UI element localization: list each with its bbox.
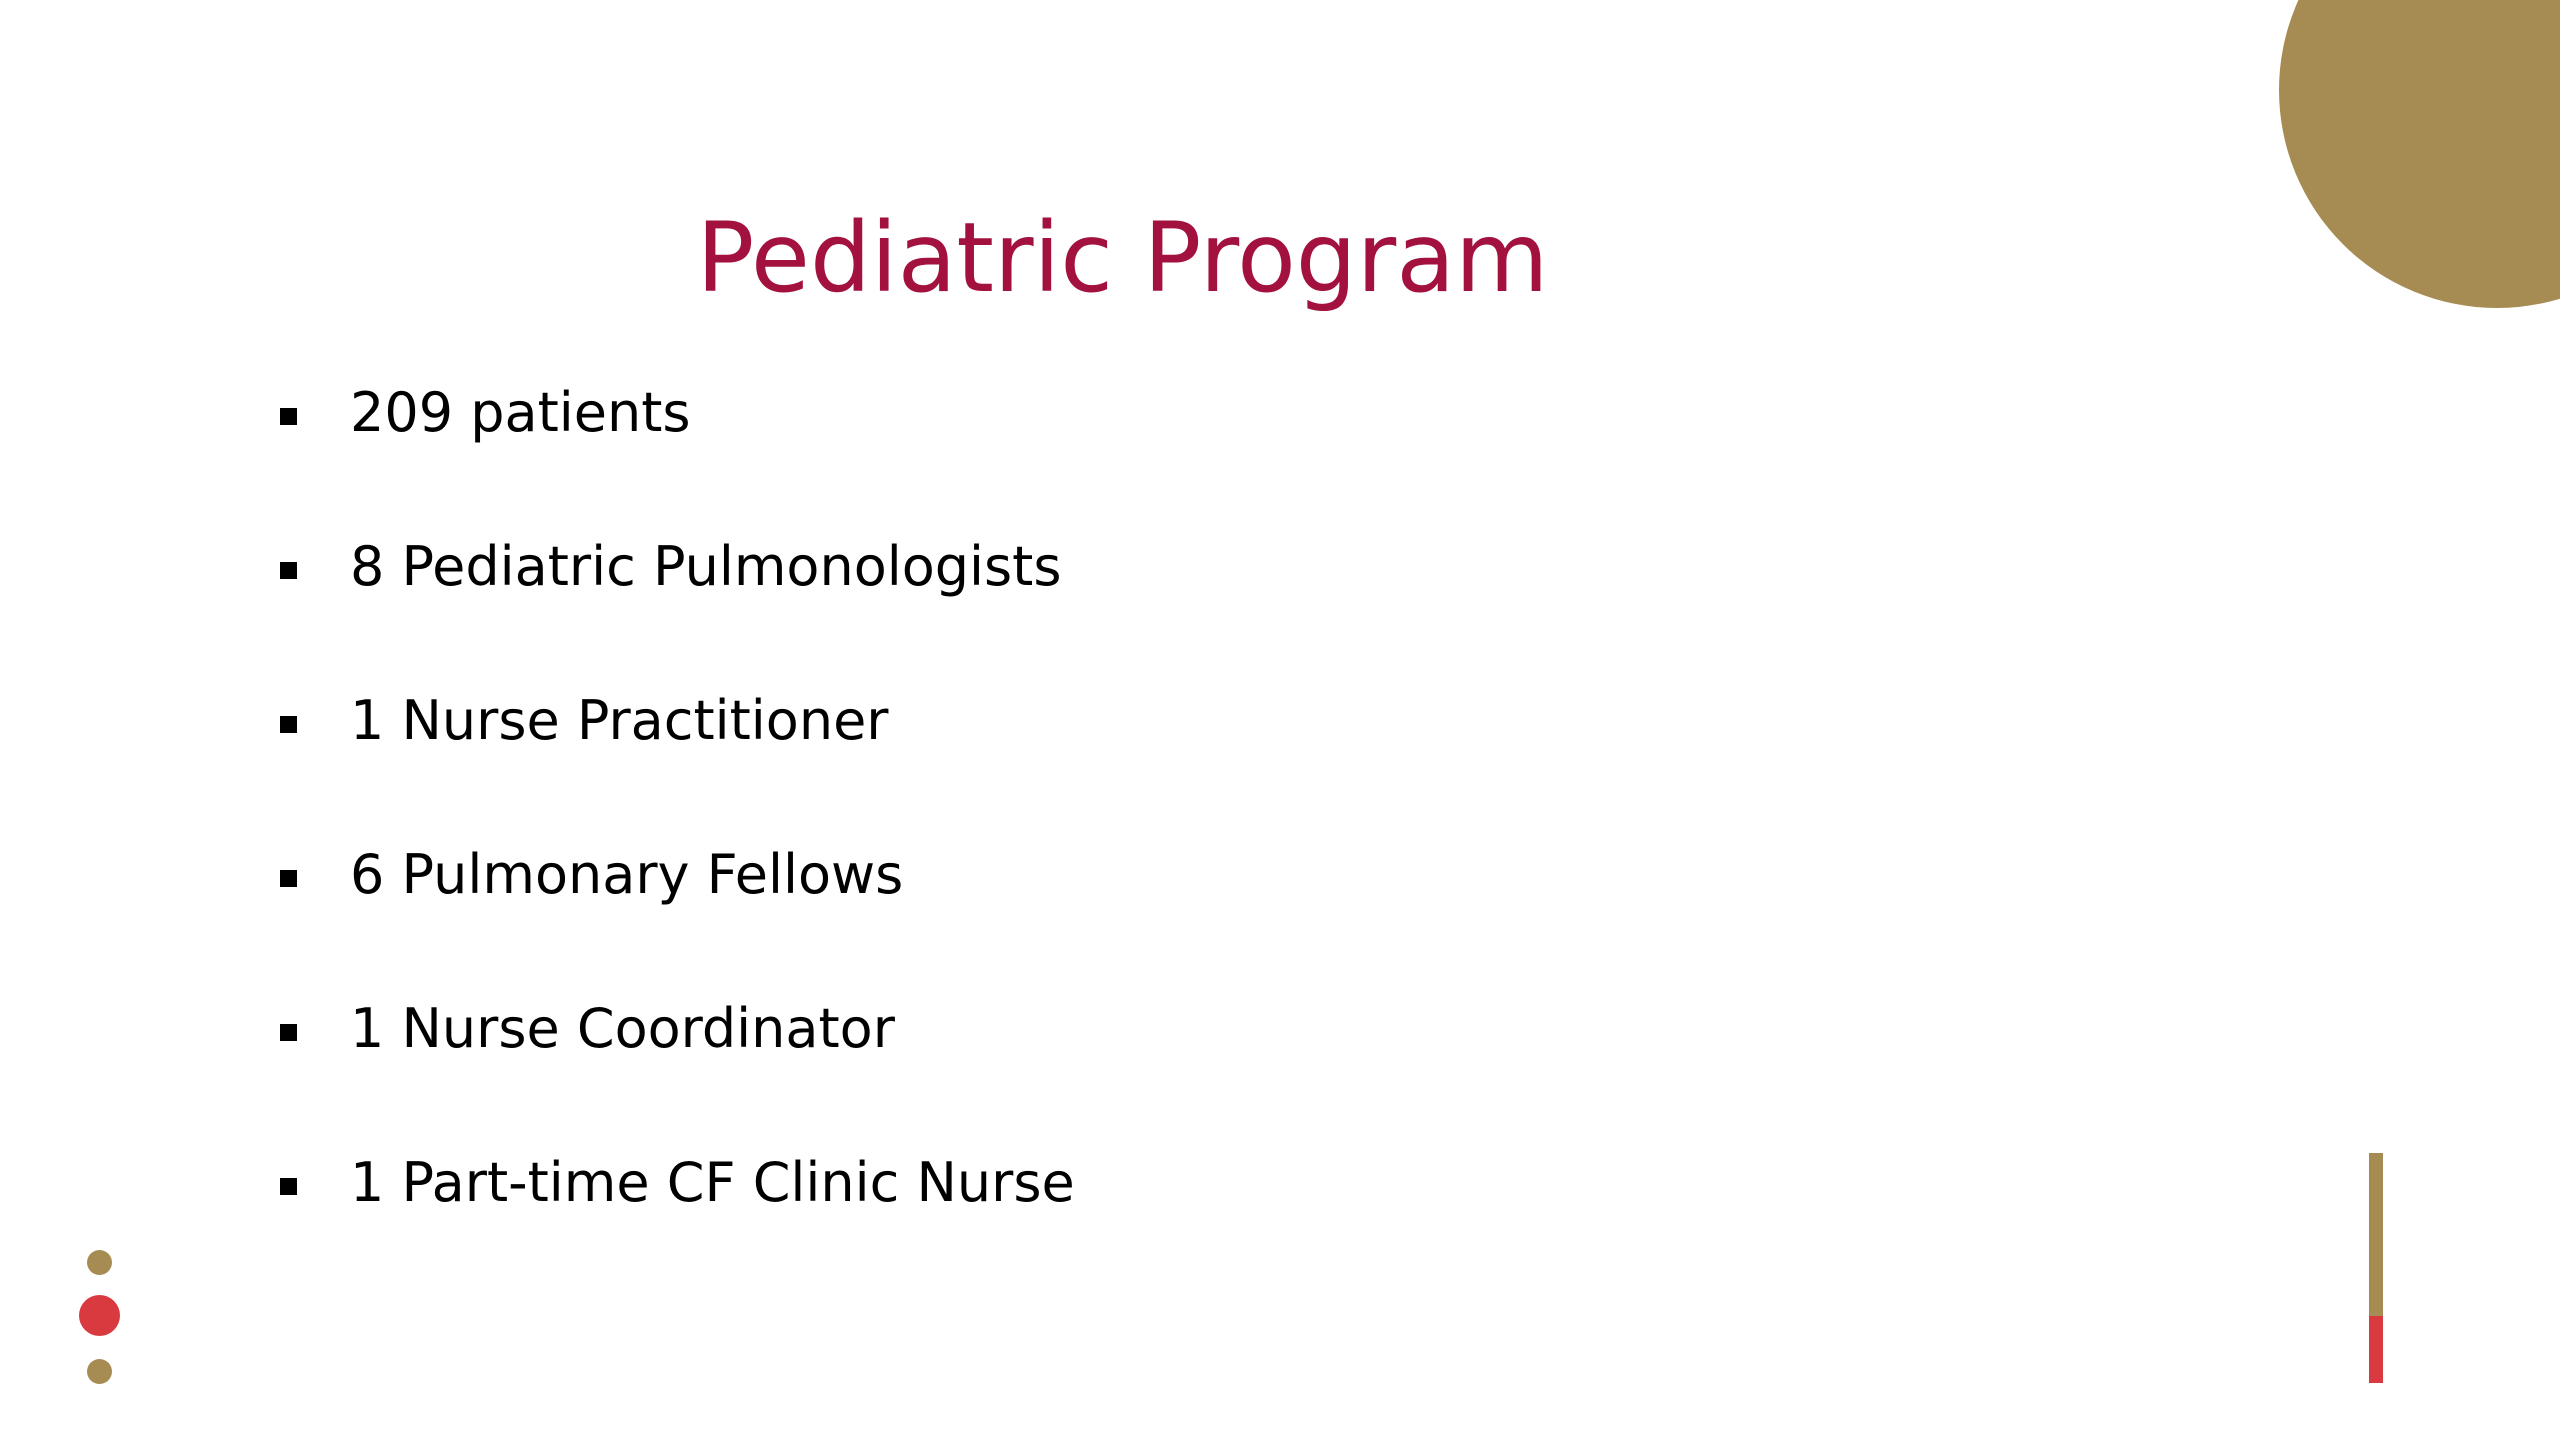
bullet-text: 1 Nurse Coordinator <box>350 997 895 1060</box>
square-bullet-icon <box>280 1024 297 1041</box>
list-item <box>280 840 1075 994</box>
bullet-text: 1 Part-time CF Clinic Nurse <box>350 1151 1075 1214</box>
bullet-text: 8 Pediatric Pulmonologists <box>350 535 1062 598</box>
decorative-red-dot-icon <box>79 1295 120 1336</box>
square-bullet-icon <box>280 408 297 425</box>
bullet-text: 1 Nurse Practitioner <box>350 689 889 752</box>
list-item <box>280 1148 1075 1302</box>
bullet-list <box>280 378 1075 1302</box>
decorative-gold-dot-icon <box>87 1359 112 1384</box>
list-item <box>280 378 1075 532</box>
square-bullet-icon <box>280 562 297 579</box>
square-bullet-icon <box>280 870 297 887</box>
bullet-text: 6 Pulmonary Fellows <box>350 843 904 906</box>
list-item <box>280 686 1075 840</box>
decorative-gold-bar <box>2369 1153 2383 1316</box>
bullet-text: 209 patients <box>350 381 691 444</box>
square-bullet-icon <box>280 1178 297 1195</box>
square-bullet-icon <box>280 716 297 733</box>
decorative-gold-circle <box>2279 0 2560 308</box>
list-item <box>280 532 1075 686</box>
slide-title: Pediatric Program <box>696 202 1549 314</box>
list-item <box>280 994 1075 1148</box>
decorative-gold-dot-icon <box>87 1250 112 1275</box>
decorative-red-bar <box>2369 1316 2383 1383</box>
